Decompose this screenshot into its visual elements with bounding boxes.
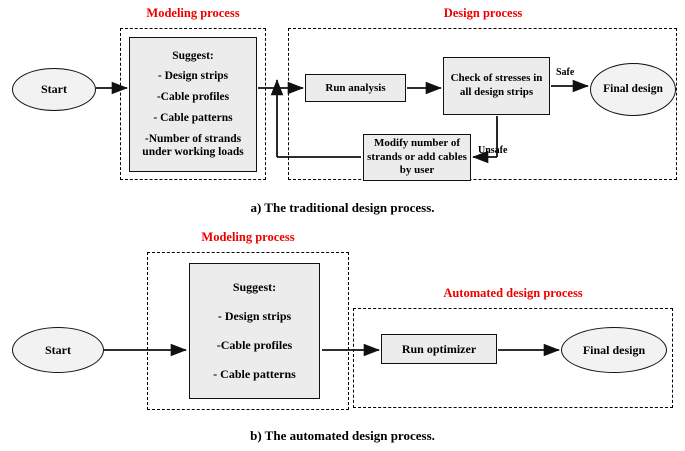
group-title-modeling-b: Modeling process — [201, 230, 295, 244]
caption-panel-b: b) The automated design process. — [250, 428, 435, 443]
suggest-item-design-strips-a: - Design strips — [157, 69, 229, 82]
group-title-modeling-a: Modeling process — [146, 6, 240, 20]
suggest-item-cable-profiles-a: -Cable profiles — [156, 90, 230, 103]
edge-label-safe: Safe — [556, 67, 575, 78]
node-check-stresses — [443, 57, 550, 115]
node-modify-strands-label: Modify number of strands or add cables by user — [367, 137, 467, 177]
suggest-item-strands-a: -Number of strands under working loads — [142, 132, 244, 158]
suggest-title-a: Suggest: — [172, 49, 214, 62]
node-final-design-a-label: Final design — [603, 82, 663, 95]
suggest-item-cable-patterns-a: - Cable patterns — [153, 111, 233, 124]
edge-label-unsafe: Unsafe — [478, 145, 508, 156]
node-run-optimizer: Run optimizer — [381, 334, 497, 364]
node-suggest-a — [129, 37, 257, 172]
suggest-item-design-strips-b: - Design strips — [217, 309, 292, 324]
node-suggest-b — [189, 263, 320, 399]
node-final-design-b: Final design — [561, 327, 667, 373]
caption-panel-a: a) The traditional design process. — [250, 200, 435, 215]
node-run-analysis: Run analysis — [305, 74, 406, 102]
node-start-b: Start — [12, 327, 104, 373]
suggest-title-b: Suggest: — [232, 279, 277, 294]
group-title-design-a: Design process — [443, 6, 523, 20]
suggest-item-cable-patterns-b: - Cable patterns — [213, 367, 296, 382]
node-modify-strands — [363, 134, 471, 181]
node-final-design-a — [590, 63, 676, 116]
suggest-item-cable-profiles-b: -Cable profiles — [216, 338, 293, 353]
node-check-stresses-label: Check of stresses in all design strips — [450, 72, 543, 98]
group-title-automated-b: Automated design process — [443, 286, 583, 300]
node-start-a: Start — [12, 68, 96, 111]
